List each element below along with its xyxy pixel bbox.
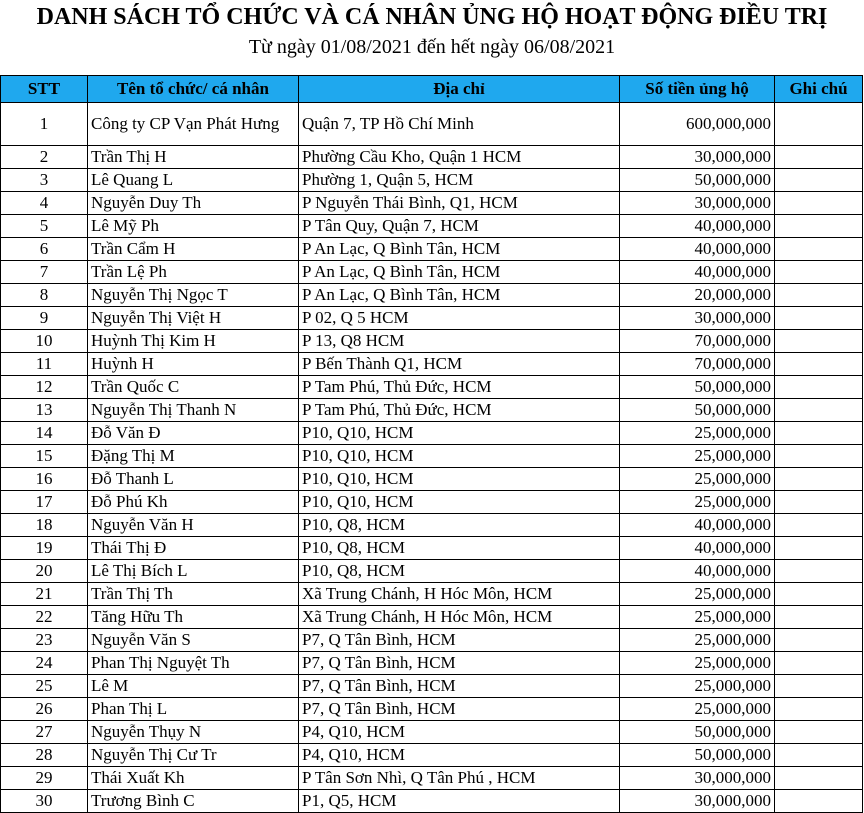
cell-name[interactable]: Thái Thị Đ <box>88 537 299 560</box>
table-row <box>1 215 863 238</box>
cell-stt[interactable]: 2 <box>1 146 88 169</box>
cell-address[interactable]: P4, Q10, HCM <box>299 744 620 767</box>
cell-address[interactable]: P Bến Thành Q1, HCM <box>299 353 620 376</box>
cell-address[interactable]: Xã Trung Chánh, H Hóc Môn, HCM <box>299 606 620 629</box>
table-row <box>1 744 863 767</box>
cell-amount[interactable]: 50,000,000 <box>620 721 775 744</box>
cell-address[interactable]: P10, Q10, HCM <box>299 468 620 491</box>
cell-amount[interactable]: 25,000,000 <box>620 606 775 629</box>
cell-note[interactable] <box>775 215 863 238</box>
cell-name[interactable]: Nguyễn Duy Th <box>88 192 299 215</box>
cell-note[interactable] <box>775 353 863 376</box>
cell-address[interactable]: P Tân Sơn Nhì, Q Tân Phú , HCM <box>299 767 620 790</box>
cell-name[interactable]: Nguyễn Thị Cư Tr <box>88 744 299 767</box>
cell-name[interactable]: Trần Thị H <box>88 146 299 169</box>
cell-note[interactable] <box>775 698 863 721</box>
cell-name[interactable]: Lê Thị Bích L <box>88 560 299 583</box>
table-row <box>1 103 863 146</box>
cell-amount[interactable]: 40,000,000 <box>620 537 775 560</box>
cell-address[interactable]: P An Lạc, Q Bình Tân, HCM <box>299 261 620 284</box>
cell-amount[interactable]: 40,000,000 <box>620 514 775 537</box>
cell-note[interactable] <box>775 767 863 790</box>
cell-name[interactable]: Thái Xuất Kh <box>88 767 299 790</box>
cell-name[interactable]: Nguyễn Văn S <box>88 629 299 652</box>
table-row <box>1 537 863 560</box>
cell-name[interactable]: Trần Lệ Ph <box>88 261 299 284</box>
cell-stt[interactable]: 21 <box>1 583 88 606</box>
cell-amount[interactable]: 25,000,000 <box>620 652 775 675</box>
table-row <box>1 146 863 169</box>
cell-amount[interactable]: 50,000,000 <box>620 744 775 767</box>
cell-address[interactable]: P10, Q10, HCM <box>299 445 620 468</box>
cell-stt[interactable]: 17 <box>1 491 88 514</box>
cell-stt[interactable]: 16 <box>1 468 88 491</box>
cell-note[interactable] <box>775 238 863 261</box>
cell-note[interactable] <box>775 583 863 606</box>
cell-stt[interactable]: 13 <box>1 399 88 422</box>
cell-address[interactable]: Phường Cầu Kho, Quận 1 HCM <box>299 146 620 169</box>
cell-name[interactable]: Trần Thị Th <box>88 583 299 606</box>
cell-note[interactable] <box>775 560 863 583</box>
cell-note[interactable] <box>775 192 863 215</box>
table-row <box>1 169 863 192</box>
table-row <box>1 790 863 813</box>
cell-stt[interactable]: 12 <box>1 376 88 399</box>
cell-amount[interactable]: 40,000,000 <box>620 238 775 261</box>
cell-note[interactable] <box>775 721 863 744</box>
cell-address[interactable]: P 13, Q8 HCM <box>299 330 620 353</box>
cell-address[interactable]: P Tam Phú, Thủ Đức, HCM <box>299 399 620 422</box>
cell-amount[interactable]: 40,000,000 <box>620 560 775 583</box>
cell-address[interactable]: P10, Q10, HCM <box>299 422 620 445</box>
cell-name[interactable]: Công ty CP Vạn Phát Hưng <box>88 103 299 146</box>
cell-name[interactable]: Huỳnh Thị Kim H <box>88 330 299 353</box>
table-row <box>1 560 863 583</box>
date-range-subtitle: Từ ngày 01/08/2021 đến hết ngày 06/08/2021 <box>248 36 616 58</box>
cell-amount[interactable]: 50,000,000 <box>620 376 775 399</box>
table-row <box>1 629 863 652</box>
cell-name[interactable]: Phan Thị L <box>88 698 299 721</box>
cell-address[interactable]: P4, Q10, HCM <box>299 721 620 744</box>
cell-stt[interactable]: 24 <box>1 652 88 675</box>
cell-amount[interactable]: 25,000,000 <box>620 629 775 652</box>
cell-note[interactable] <box>775 629 863 652</box>
cell-amount[interactable]: 30,000,000 <box>620 790 775 813</box>
cell-address[interactable]: P Tân Quy, Quận 7, HCM <box>299 215 620 238</box>
header-name[interactable]: Tên tổ chức/ cá nhân <box>88 76 299 103</box>
cell-stt[interactable]: 8 <box>1 284 88 307</box>
cell-note[interactable] <box>775 376 863 399</box>
table-row <box>1 330 863 353</box>
cell-amount[interactable]: 25,000,000 <box>620 698 775 721</box>
cell-note[interactable] <box>775 146 863 169</box>
cell-stt[interactable]: 29 <box>1 767 88 790</box>
cell-name[interactable]: Tăng Hữu Th <box>88 606 299 629</box>
cell-address[interactable]: P7, Q Tân Bình, HCM <box>299 629 620 652</box>
cell-amount[interactable]: 25,000,000 <box>620 445 775 468</box>
cell-note[interactable] <box>775 445 863 468</box>
cell-address[interactable]: Phường 1, Quận 5, HCM <box>299 169 620 192</box>
table-row <box>1 284 863 307</box>
cell-note[interactable] <box>775 652 863 675</box>
table-body <box>1 103 863 813</box>
cell-address[interactable]: P An Lạc, Q Bình Tân, HCM <box>299 238 620 261</box>
cell-stt[interactable]: 27 <box>1 721 88 744</box>
cell-note[interactable] <box>775 422 863 445</box>
cell-name[interactable]: Đỗ Thanh L <box>88 468 299 491</box>
cell-amount[interactable]: 25,000,000 <box>620 468 775 491</box>
cell-amount[interactable]: 30,000,000 <box>620 192 775 215</box>
cell-amount[interactable]: 25,000,000 <box>620 583 775 606</box>
document-title: DANH SÁCH TỔ CHỨC VÀ CÁ NHÂN ỦNG HỘ HOẠT ĐỘNG ĐIỀU TRỊ <box>36 4 828 30</box>
cell-stt[interactable]: 15 <box>1 445 88 468</box>
cell-name[interactable]: Nguyễn Văn H <box>88 514 299 537</box>
table-row <box>1 307 863 330</box>
cell-name[interactable]: Nguyễn Thụy N <box>88 721 299 744</box>
cell-name[interactable]: Lê Quang L <box>88 169 299 192</box>
cell-amount[interactable]: 30,000,000 <box>620 146 775 169</box>
cell-note[interactable] <box>775 537 863 560</box>
cell-stt[interactable]: 23 <box>1 629 88 652</box>
table-row <box>1 514 863 537</box>
donation-table <box>0 75 863 813</box>
cell-address[interactable]: P10, Q8, HCM <box>299 560 620 583</box>
cell-address[interactable]: P An Lạc, Q Bình Tân, HCM <box>299 284 620 307</box>
cell-stt[interactable]: 10 <box>1 330 88 353</box>
cell-stt[interactable]: 1 <box>1 103 88 146</box>
cell-amount[interactable]: 20,000,000 <box>620 284 775 307</box>
cell-stt[interactable]: 9 <box>1 307 88 330</box>
cell-amount[interactable]: 40,000,000 <box>620 261 775 284</box>
table-row <box>1 606 863 629</box>
cell-stt[interactable]: 18 <box>1 514 88 537</box>
cell-address[interactable]: P7, Q Tân Bình, HCM <box>299 698 620 721</box>
cell-address[interactable]: P 02, Q 5 HCM <box>299 307 620 330</box>
cell-address[interactable]: P7, Q Tân Bình, HCM <box>299 675 620 698</box>
cell-amount[interactable]: 25,000,000 <box>620 422 775 445</box>
cell-note[interactable] <box>775 103 863 146</box>
cell-name[interactable]: Phan Thị Nguyệt Th <box>88 652 299 675</box>
cell-amount[interactable]: 50,000,000 <box>620 169 775 192</box>
cell-stt[interactable]: 14 <box>1 422 88 445</box>
table-row <box>1 698 863 721</box>
cell-stt[interactable]: 20 <box>1 560 88 583</box>
cell-amount[interactable]: 25,000,000 <box>620 675 775 698</box>
cell-note[interactable] <box>775 606 863 629</box>
cell-name[interactable]: Trần Cẩm H <box>88 238 299 261</box>
cell-address[interactable]: P1, Q5, HCM <box>299 790 620 813</box>
header-stt[interactable]: STT <box>1 76 88 103</box>
table-row <box>1 399 863 422</box>
header-amount[interactable]: Số tiền ủng hộ <box>620 76 775 103</box>
cell-stt[interactable]: 6 <box>1 238 88 261</box>
cell-stt[interactable]: 19 <box>1 537 88 560</box>
cell-amount[interactable]: 70,000,000 <box>620 330 775 353</box>
table-row <box>1 491 863 514</box>
table-row <box>1 675 863 698</box>
cell-amount[interactable]: 50,000,000 <box>620 399 775 422</box>
cell-address[interactable]: Xã Trung Chánh, H Hóc Môn, HCM <box>299 583 620 606</box>
table-row <box>1 468 863 491</box>
cell-amount[interactable]: 25,000,000 <box>620 491 775 514</box>
cell-name[interactable]: Trần Quốc C <box>88 376 299 399</box>
cell-stt[interactable]: 3 <box>1 169 88 192</box>
cell-amount[interactable]: 40,000,000 <box>620 215 775 238</box>
cell-stt[interactable]: 11 <box>1 353 88 376</box>
header-row <box>1 76 863 103</box>
cell-address[interactable]: P Tam Phú, Thủ Đức, HCM <box>299 376 620 399</box>
table-row <box>1 238 863 261</box>
cell-note[interactable] <box>775 744 863 767</box>
table-row <box>1 445 863 468</box>
cell-address[interactable]: P Nguyễn Thái Bình, Q1, HCM <box>299 192 620 215</box>
cell-note[interactable] <box>775 491 863 514</box>
table-row <box>1 192 863 215</box>
cell-name[interactable]: Huỳnh H <box>88 353 299 376</box>
cell-stt[interactable]: 4 <box>1 192 88 215</box>
cell-address[interactable]: P10, Q10, HCM <box>299 491 620 514</box>
cell-note[interactable] <box>775 514 863 537</box>
table-row <box>1 353 863 376</box>
cell-stt[interactable]: 25 <box>1 675 88 698</box>
cell-name[interactable]: Trương Bình C <box>88 790 299 813</box>
cell-note[interactable] <box>775 261 863 284</box>
cell-name[interactable]: Lê Mỹ Ph <box>88 215 299 238</box>
cell-name[interactable]: Đặng Thị M <box>88 445 299 468</box>
cell-name[interactable]: Nguyễn Thị Ngọc T <box>88 284 299 307</box>
cell-note[interactable] <box>775 790 863 813</box>
cell-name[interactable]: Đỗ Phú Kh <box>88 491 299 514</box>
cell-stt[interactable]: 26 <box>1 698 88 721</box>
cell-address[interactable]: Quận 7, TP Hồ Chí Minh <box>299 103 620 146</box>
table-row <box>1 422 863 445</box>
cell-note[interactable] <box>775 169 863 192</box>
cell-stt[interactable]: 22 <box>1 606 88 629</box>
cell-stt[interactable]: 28 <box>1 744 88 767</box>
header-address[interactable]: Địa chỉ <box>299 76 620 103</box>
table-row <box>1 721 863 744</box>
table-row <box>1 261 863 284</box>
header-note[interactable]: Ghi chú <box>775 76 863 103</box>
cell-stt[interactable]: 7 <box>1 261 88 284</box>
cell-amount[interactable]: 600,000,000 <box>620 103 775 146</box>
cell-amount[interactable]: 70,000,000 <box>620 353 775 376</box>
cell-note[interactable] <box>775 468 863 491</box>
cell-stt[interactable]: 30 <box>1 790 88 813</box>
cell-note[interactable] <box>775 284 863 307</box>
cell-name[interactable]: Lê M <box>88 675 299 698</box>
cell-address[interactable]: P7, Q Tân Bình, HCM <box>299 652 620 675</box>
cell-name[interactable]: Nguyễn Thị Việt H <box>88 307 299 330</box>
cell-address[interactable]: P10, Q8, HCM <box>299 514 620 537</box>
cell-name[interactable]: Nguyễn Thị Thanh N <box>88 399 299 422</box>
table-row <box>1 767 863 790</box>
cell-note[interactable] <box>775 675 863 698</box>
table-row <box>1 583 863 606</box>
cell-note[interactable] <box>775 307 863 330</box>
cell-note[interactable] <box>775 330 863 353</box>
table-row <box>1 652 863 675</box>
cell-note[interactable] <box>775 399 863 422</box>
cell-amount[interactable]: 30,000,000 <box>620 767 775 790</box>
cell-address[interactable]: P10, Q8, HCM <box>299 537 620 560</box>
cell-amount[interactable]: 30,000,000 <box>620 307 775 330</box>
cell-name[interactable]: Đỗ Văn Đ <box>88 422 299 445</box>
table-row <box>1 376 863 399</box>
cell-stt[interactable]: 5 <box>1 215 88 238</box>
